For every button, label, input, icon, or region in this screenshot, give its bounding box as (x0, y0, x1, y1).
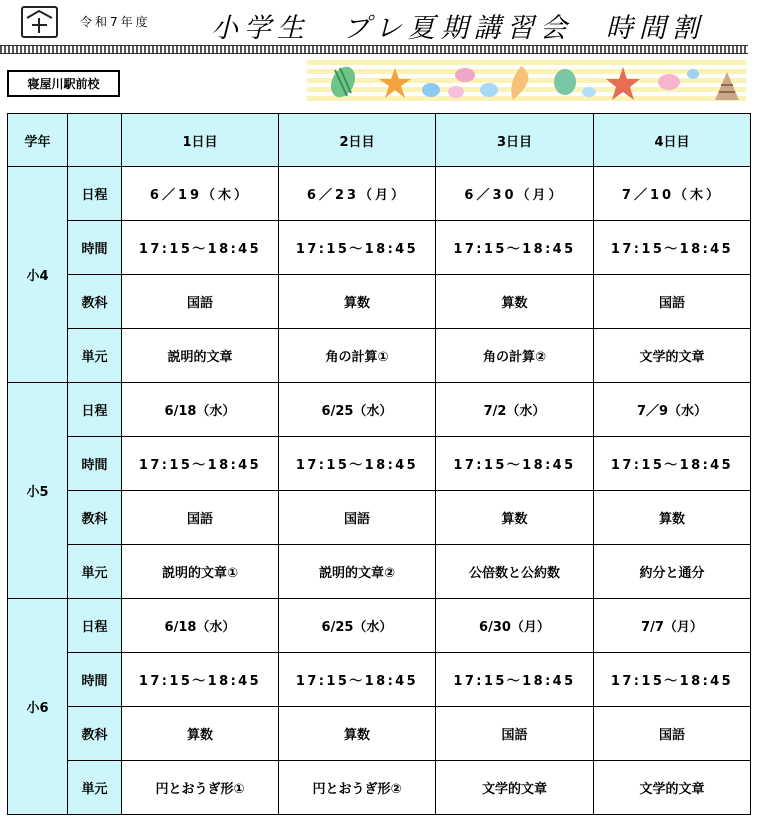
unit-cell: 円とおうぎ形① (122, 761, 279, 815)
school-logo (21, 6, 58, 38)
starfish-icon (379, 68, 411, 98)
shell-icon (715, 72, 739, 100)
unit-cell: 説明的文章① (122, 545, 279, 599)
subject-cell: 算数 (436, 275, 594, 329)
time-cell: 17:15～18:45 (122, 221, 279, 275)
row-label: 日程 (68, 167, 122, 221)
row-label: 単元 (68, 761, 122, 815)
row-label: 教科 (68, 491, 122, 545)
unit-cell: 説明的文章② (279, 545, 436, 599)
date-cell: 7／10（木） (594, 167, 751, 221)
time-cell: 17:15～18:45 (122, 437, 279, 491)
time-cell: 17:15～18:45 (436, 437, 594, 491)
subject-cell: 国語 (122, 275, 279, 329)
row-label: 日程 (68, 599, 122, 653)
time-cell: 17:15～18:45 (279, 653, 436, 707)
unit-cell: 公倍数と公約数 (436, 545, 594, 599)
row-label: 時間 (68, 653, 122, 707)
pebble-icon (582, 87, 596, 97)
shell-icon (658, 74, 680, 90)
date-cell: 6／23（月） (279, 167, 436, 221)
subject-cell: 算数 (594, 491, 751, 545)
day-header: 1日目 (122, 114, 279, 167)
unit-cell: 円とおうぎ形② (279, 761, 436, 815)
page-title: 小学生 プレ夏期講習会 時間割 (211, 13, 705, 44)
subject-cell: 国語 (279, 491, 436, 545)
subject-cell: 算数 (279, 707, 436, 761)
time-cell: 17:15～18:45 (594, 437, 751, 491)
unit-cell: 角の計算① (279, 329, 436, 383)
time-cell: 17:15～18:45 (436, 221, 594, 275)
blank-header (68, 114, 122, 167)
time-cell: 17:15～18:45 (436, 653, 594, 707)
logo-mark-icon (23, 8, 56, 36)
unit-cell: 約分と通分 (594, 545, 751, 599)
subject-cell: 国語 (436, 707, 594, 761)
shell-icon (554, 69, 576, 95)
shell-icon (511, 66, 528, 100)
row-label: 教科 (68, 707, 122, 761)
date-cell: 6／30（月） (436, 167, 594, 221)
shell-icon (448, 68, 475, 98)
row-label: 単元 (68, 545, 122, 599)
day-header: 2日目 (279, 114, 436, 167)
pebble-icon (480, 83, 498, 97)
subject-cell: 国語 (122, 491, 279, 545)
subject-cell: 算数 (122, 707, 279, 761)
row-label: 日程 (68, 383, 122, 437)
unit-cell: 説明的文章 (122, 329, 279, 383)
time-cell: 17:15～18:45 (122, 653, 279, 707)
subject-cell: 国語 (594, 275, 751, 329)
unit-cell: 文学的文章 (594, 329, 751, 383)
subject-cell: 国語 (594, 707, 751, 761)
grade-cell: 小5 (8, 383, 68, 599)
grade-cell: 小6 (8, 599, 68, 815)
time-cell: 17:15～18:45 (279, 221, 436, 275)
date-cell: 6/25（水） (279, 599, 436, 653)
date-cell: 6/18（水） (122, 383, 279, 437)
row-label: 単元 (68, 329, 122, 383)
unit-cell: 文学的文章 (436, 761, 594, 815)
subject-cell: 算数 (436, 491, 594, 545)
grade-cell: 小4 (8, 167, 68, 383)
shell-icon (326, 63, 359, 101)
row-label: 時間 (68, 221, 122, 275)
day-header: 3日目 (436, 114, 594, 167)
time-cell: 17:15～18:45 (594, 653, 751, 707)
unit-cell: 文学的文章 (594, 761, 751, 815)
row-label: 時間 (68, 437, 122, 491)
time-cell: 17:15～18:45 (594, 221, 751, 275)
unit-cell: 角の計算② (436, 329, 594, 383)
starfish-icon (606, 67, 640, 100)
seashell-banner (307, 60, 746, 105)
date-cell: 6／19（木） (122, 167, 279, 221)
time-cell: 17:15～18:45 (279, 437, 436, 491)
pebble-icon (422, 83, 440, 97)
date-cell: 6/18（水） (122, 599, 279, 653)
day-header: 4日目 (594, 114, 751, 167)
row-label: 教科 (68, 275, 122, 329)
grade-header: 学年 (8, 114, 68, 167)
school-name-box: 寝屋川駅前校 (7, 70, 120, 97)
date-cell: 7/7（月） (594, 599, 751, 653)
header-divider (0, 45, 748, 54)
fiscal-year: 令和7年度 (80, 15, 151, 29)
date-cell: 7/2（水） (436, 383, 594, 437)
date-cell: 7／9（水） (594, 383, 751, 437)
date-cell: 6/25（水） (279, 383, 436, 437)
date-cell: 6/30（月） (436, 599, 594, 653)
schedule-table (7, 113, 751, 815)
pebble-icon (687, 69, 699, 79)
subject-cell: 算数 (279, 275, 436, 329)
